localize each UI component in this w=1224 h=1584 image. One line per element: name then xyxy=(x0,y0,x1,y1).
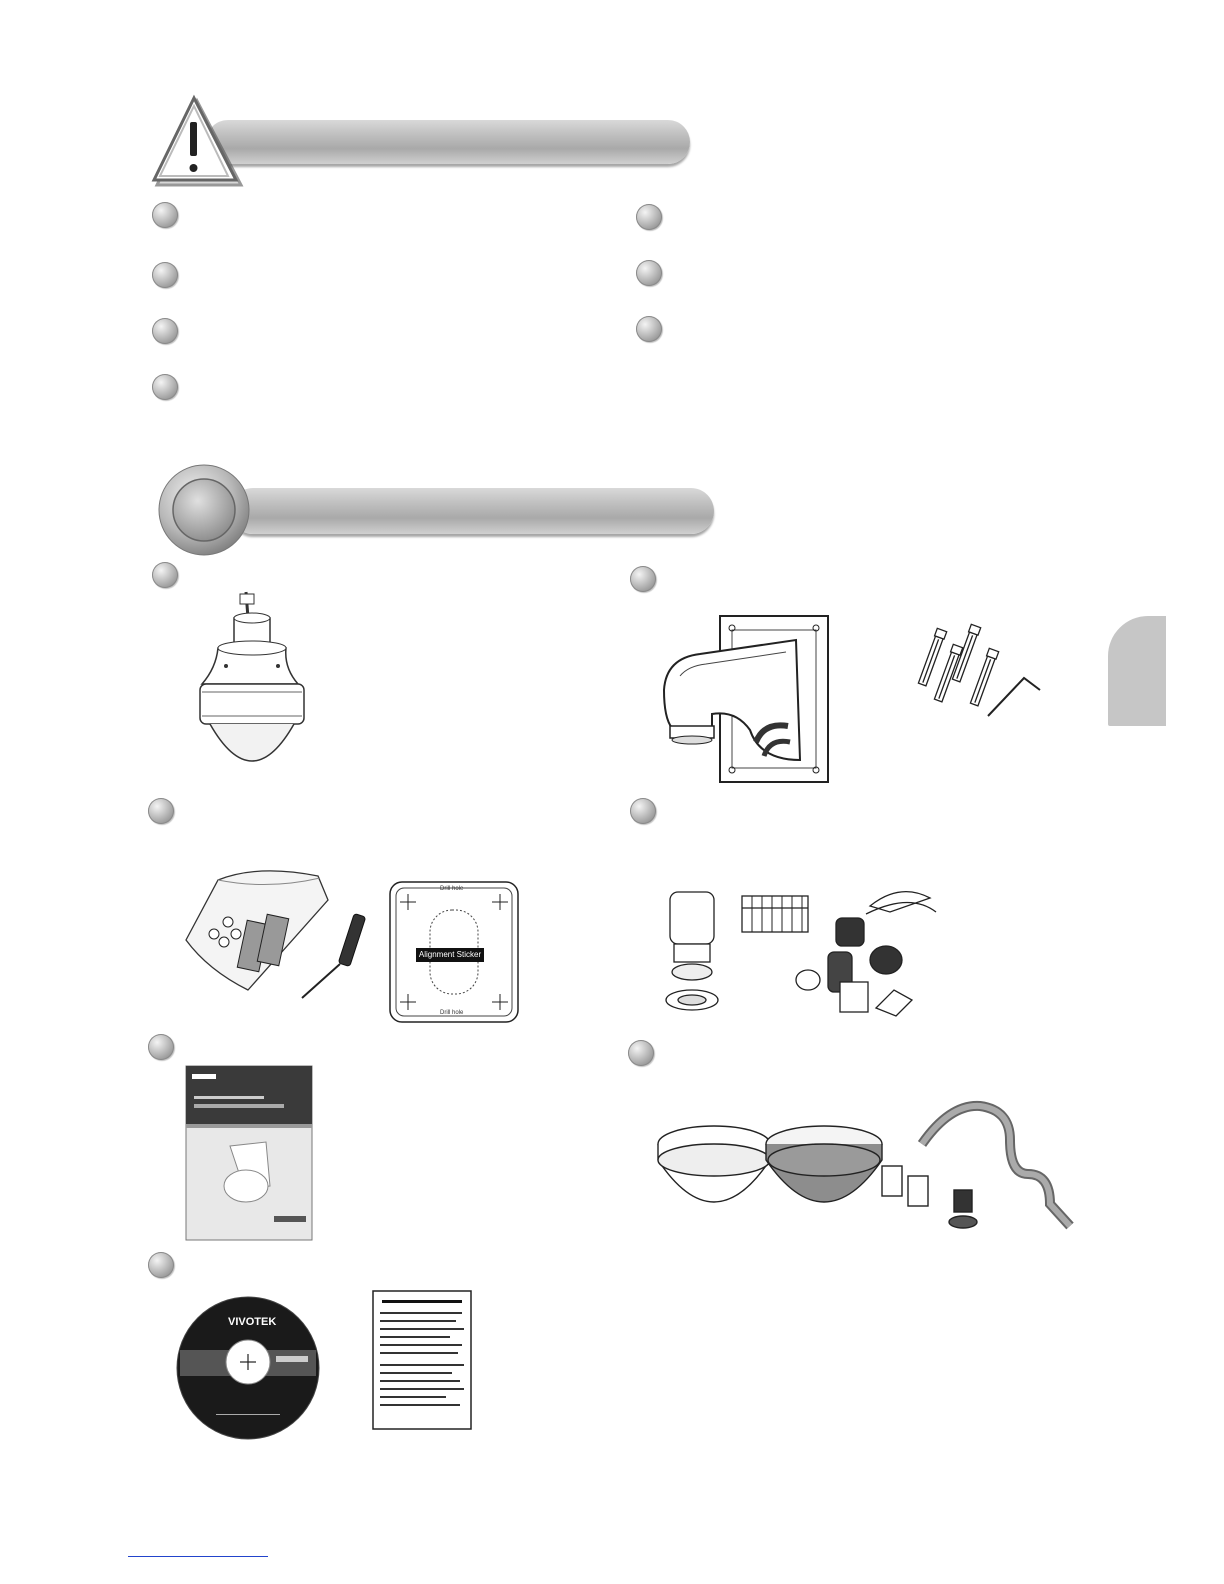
cd-brand-label: VIVOTEK xyxy=(228,1316,277,1328)
package-bullet-screws xyxy=(148,798,174,824)
speed-dome-camera-illustration xyxy=(196,588,336,788)
drill-hole-top-label: Drill hole xyxy=(440,886,464,892)
warranty-card-illustration xyxy=(372,1290,472,1430)
alignment-sticker-label: Alignment Sticker xyxy=(416,948,484,962)
warning-bullet-3 xyxy=(152,318,178,344)
warning-bullet-7 xyxy=(636,316,662,342)
package-bullet-connectors xyxy=(630,798,656,824)
warning-triangle-icon xyxy=(148,92,248,192)
cable-gland-and-connectors-illustration xyxy=(660,882,950,1022)
footer-link-underline xyxy=(128,1556,268,1557)
warning-bullet-5 xyxy=(636,204,662,230)
wall-mount-bracket-illustration xyxy=(660,610,840,790)
drill-hole-bottom-label: Drill hole xyxy=(440,1010,464,1016)
package-bullet-camera xyxy=(152,562,178,588)
warning-bullet-1 xyxy=(152,202,178,228)
screw-bag-and-screwdriver-illustration xyxy=(178,850,378,1000)
package-bullet-cd xyxy=(148,1252,174,1278)
package-bullet-guide xyxy=(148,1034,174,1060)
warning-bullet-6 xyxy=(636,260,662,286)
wall-anchors-and-hex-key-illustration xyxy=(918,624,1048,724)
quick-installation-guide-illustration xyxy=(186,1066,314,1242)
package-header-disc-icon xyxy=(156,462,256,562)
warning-header-bar xyxy=(206,120,690,164)
chapter-side-tab xyxy=(1108,616,1166,726)
package-bullet-domes xyxy=(628,1040,654,1066)
package-header-bar xyxy=(230,488,714,534)
warning-bullet-2 xyxy=(152,262,178,288)
package-bullet-bracket xyxy=(630,566,656,592)
warning-bullet-4 xyxy=(152,374,178,400)
dome-covers-and-power-cable-illustration xyxy=(650,1094,1100,1254)
